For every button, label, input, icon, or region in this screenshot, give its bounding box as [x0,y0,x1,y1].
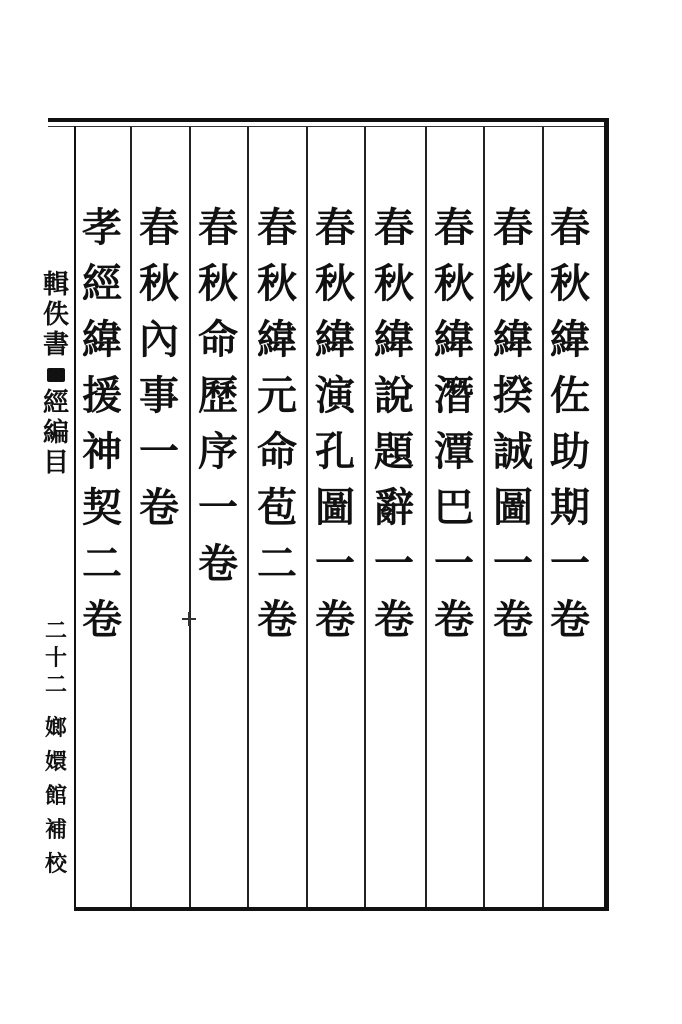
entry-volume-count: 一 卷 [493,540,533,643]
entry-volume-count: 一 卷 [374,540,414,643]
fore-edge-title: 輯 佚 書 [42,270,69,360]
entry-title: 春 秋 命 歷 序 [198,204,238,475]
fore-edge-publisher: 嫏 嬛 館 補 校 [44,715,67,877]
fore-edge-strip [38,130,74,906]
entry-title: 孝 經 緯 援 神 契 [82,204,122,531]
frame-right-border [604,118,609,911]
entry-title: 春 秋 緯 潛 潭 巴 [434,204,474,531]
fore-edge-section: 經 編 目 [42,388,69,478]
entry-volume-count: 一 卷 [550,540,590,643]
catalog-entry [133,200,185,536]
entry-volume-count: 二 卷 [257,540,297,643]
column-rule [247,127,249,907]
entry-volume-count: 一 卷 [198,484,238,587]
catalog-entry [487,200,539,648]
catalog-entry [76,200,128,648]
frame-top-border [48,118,609,122]
catalog-entry [192,200,244,592]
entry-title: 春 秋 緯 說 題 辭 [374,204,414,531]
entry-volume-count: 一 卷 [315,540,355,643]
entry-title: 春 秋 緯 演 孔 圖 [315,204,355,531]
catalog-entry [428,200,480,648]
entry-title: 春 秋 內 事 [139,204,179,419]
catalog-entry [309,200,361,648]
entry-title: 春 秋 緯 揆 誠 圖 [493,204,533,531]
entry-volume-count: 一 卷 [434,540,474,643]
column-rule [189,127,191,907]
catalog-entry [544,200,596,648]
frame-bottom-border [74,907,609,911]
column-rule [130,127,132,907]
catalog-entry [368,200,420,648]
column-rule [364,127,366,907]
entry-volume-count: 一 卷 [139,428,179,531]
entry-title: 春 秋 緯 元 命 苞 [257,204,297,531]
entry-title: 春 秋 緯 佐 助 期 [550,204,590,531]
margin-cross-mark [182,612,196,626]
column-rule [306,127,308,907]
column-rule [425,127,427,907]
catalog-entry [251,200,303,648]
fore-edge-page-number: 二 十 二 [44,618,67,698]
column-rule [483,127,485,907]
entry-volume-count: 二 卷 [82,540,122,643]
fore-edge-fishtail-mark [47,368,65,382]
